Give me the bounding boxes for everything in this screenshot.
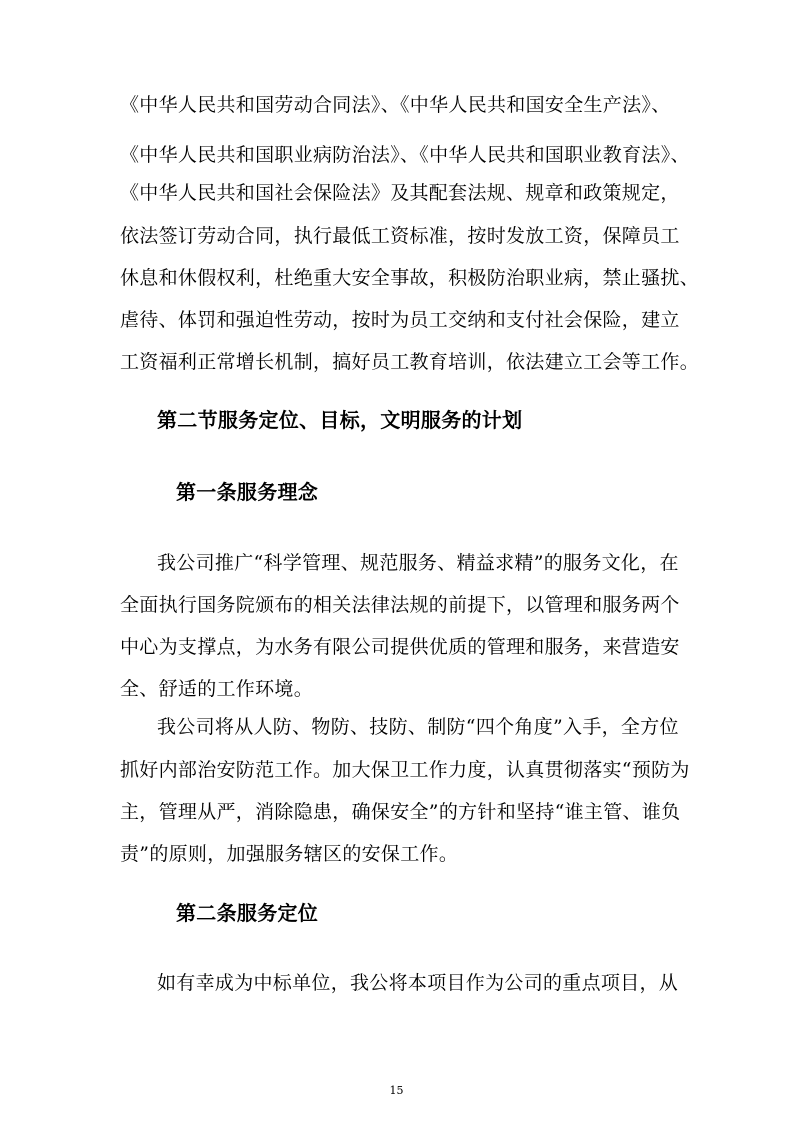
paragraph-line: 全面执行国务院颁布的相关法律法规的前提下，以管理和服务两个 (120, 594, 680, 616)
paragraph-line: 中心为支撑点，为水务有限公司提供优质的管理和服务，来营造安 (120, 636, 680, 658)
paragraph-line: 工资福利正常增长机制，搞好员工教育培训，依法建立工会等工作。 (120, 351, 700, 373)
section-heading: 第二节服务定位、目标，文明服务的计划 (157, 408, 523, 432)
paragraph-line: 《中华人民共和国社会保险法》及其配套法规、规章和政策规定， (120, 182, 680, 204)
paragraph-line: 全、舒适的工作环境。 (120, 678, 314, 700)
paragraph-line: 抓好内部治安防范工作。加大保卫工作力度，认真贯彻落实“预防为 (120, 759, 690, 781)
article-2-heading: 第二条服务定位 (176, 901, 319, 925)
page-number: 15 (389, 1084, 404, 1097)
paragraph-line: 我公司将从人防、物防、技防、制防“四个角度”入手，全方位 (157, 716, 679, 738)
paragraph-line: 依法签订劳动合同，执行最低工资标准，按时发放工资，保障员工 (120, 225, 680, 247)
paragraph-line: 《中华人民共和国职业病防治法》、《中华人民共和国职业教育法》、 (120, 144, 690, 166)
paragraph-line: 《中华人民共和国劳动合同法》、《中华人民共和国安全生产法》、 (120, 94, 671, 116)
paragraph-line: 主，管理从严，消除隐患，确保安全”的方针和坚持“谁主管、谁负 (120, 801, 681, 823)
paragraph-line: 虐待、体罚和强迫性劳动，按时为员工交纳和支付社会保险，建立 (120, 309, 680, 331)
paragraph-line: 休息和休假权利，杜绝重大安全事故，积极防治职业病，禁止骚扰、 (120, 267, 700, 289)
paragraph-line: 责”的原则，加强服务辖区的安保工作。 (120, 843, 459, 865)
paragraph-line: 我公司推广“科学管理、规范服务、精益求精”的服务文化，在 (157, 552, 679, 574)
article-1-heading: 第一条服务理念 (176, 480, 319, 504)
paragraph-line: 如有幸成为中标单位，我公将本项目作为公司的重点项目，从 (157, 972, 679, 994)
